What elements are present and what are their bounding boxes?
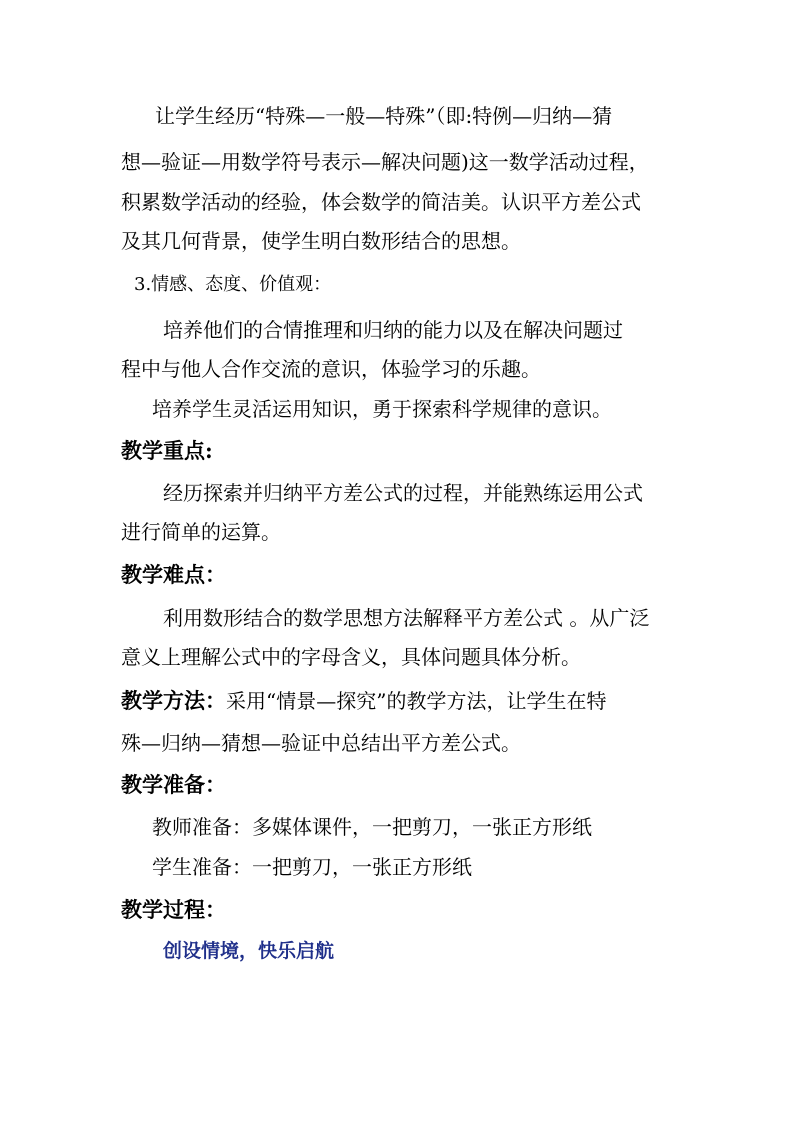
experience-line-1: 让学生经历“特殊—一般—特殊”（即:特例—归纳—猜 — [155, 104, 613, 128]
student-preparation: 学生准备：一把剪刀，一张正方形纸 — [152, 855, 472, 879]
methods-text: 采用“情景—探究”的教学方法，让学生在特 — [226, 689, 607, 713]
preparation-heading: 教学准备： — [121, 772, 226, 797]
section3-title: 3.情感、态度、价值观： — [134, 274, 332, 295]
experience-line-4: 及其几何背景，使学生明白数形结合的思想。 — [121, 229, 521, 253]
experience-line-3: 积累数学活动的经验，体会数学的简洁美。认识平方差公式 — [121, 190, 641, 214]
section3-para1-line-2: 程中与他人合作交流的意识，体验学习的乐趣。 — [121, 357, 541, 381]
key-points-heading: 教学重点: — [121, 438, 213, 463]
experience-line-2: 想—验证—用数学符号表示—解决问题)这一数学活动过程， — [121, 150, 649, 174]
key-points-line-2: 进行简单的运算。 — [121, 520, 281, 544]
difficulties-line-2: 意义上理解公式中的字母含义，具体问题具体分析。 — [121, 645, 581, 669]
methods-row — [121, 688, 606, 714]
difficulties-line-1: 利用数形结合的数学思想方法解释平方差公式 。从广泛 — [163, 606, 650, 630]
difficulties-heading: 教学难点： — [121, 562, 226, 587]
methods-heading: 教学方法： — [121, 688, 226, 713]
teacher-preparation: 教师准备：多媒体课件，一把剪刀，一张正方形纸 — [152, 815, 592, 839]
key-points-line-1: 经历探索并归纳平方差公式的过程，并能熟练运用公式 — [163, 481, 643, 505]
process-subheading: 创设情境，快乐启航 — [163, 940, 335, 962]
methods-line-2: 殊—归纳—猜想—验证中总结出平方差公式。 — [121, 731, 521, 755]
section3-para1-line-1: 培养他们的合情推理和归纳的能力以及在解决问题过 — [163, 318, 623, 342]
process-heading: 教学过程： — [121, 897, 226, 922]
section3-para2: 培养学生灵活运用知识，勇于探索科学规律的意识。 — [152, 397, 612, 421]
